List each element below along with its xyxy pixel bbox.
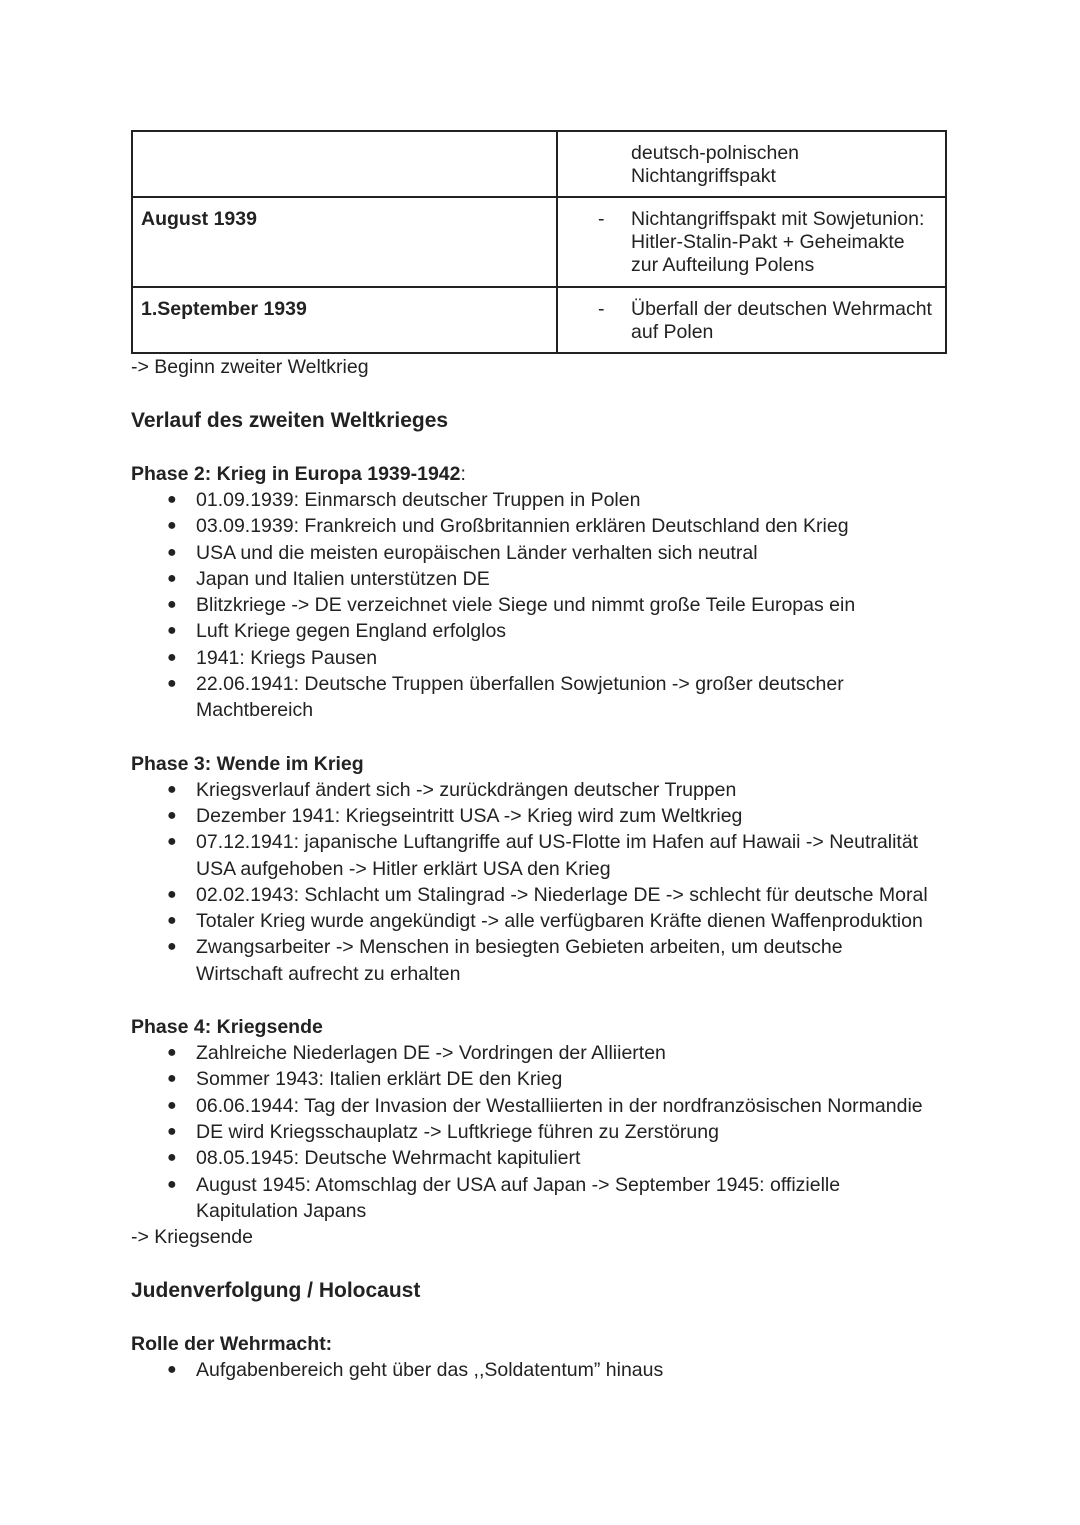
table-date-cell: August 1939 (132, 197, 557, 287)
bullet-icon: ● (167, 1361, 177, 1379)
table-desc-text: Überfall der deutschen Wehrmacht auf Polen (631, 298, 932, 343)
list-item (131, 1119, 947, 1145)
bullet-icon: ● (167, 1070, 177, 1088)
table-row (132, 197, 946, 287)
table-desc-text: Nichtangriffspakt mit Sowjetunion: Hitler-Stalin-Pakt + Geheimakte zur Aufteilung Polens (631, 208, 925, 276)
phase-2-heading (131, 461, 947, 487)
list-item (131, 1145, 947, 1171)
table-row (132, 131, 946, 197)
list-item-text: Aufgabenbereich geht über das ,,Soldatentum” hinaus (196, 1359, 664, 1382)
bullet-icon: ● (167, 1175, 177, 1193)
war-begin-note: -> Beginn zweiter Weltkrieg (131, 356, 369, 378)
list-item (131, 882, 947, 908)
list-item (131, 1172, 947, 1225)
list-item-text: Luft Kriege gegen England erfolglos (196, 620, 507, 643)
list-item (131, 592, 947, 618)
bullet-icon: ● (167, 1044, 177, 1062)
phase-4-list (131, 1040, 947, 1224)
list-item-text: DE wird Kriegsschauplatz -> Luftkriege führen zu Zerstörung (196, 1120, 719, 1143)
list-item-text: 01.09.1939: Einmarsch deutscher Truppen in Polen (196, 489, 641, 511)
phase-3-list (131, 777, 947, 987)
phase-2-list (131, 487, 947, 724)
list-item-text: August 1945: Atomschlag der USA auf Japan -> September 1945: offizielle Kapitulation Japans (196, 1173, 841, 1222)
bullet-icon: ● (167, 1122, 177, 1140)
list-item (131, 487, 947, 513)
bullet-icon: ● (167, 1096, 177, 1114)
wehrmacht-role-list (131, 1357, 947, 1383)
list-item (131, 1040, 947, 1066)
table-desc-text: deutsch-polnischen Nichtangriffspakt (631, 142, 800, 187)
list-item (131, 1093, 947, 1119)
timeline-table (131, 130, 947, 354)
dash-marker: - (598, 208, 605, 230)
list-item-text: 02.02.1943: Schlacht um Stalingrad -> Niederlage DE -> schlecht für deutsche Moral (196, 883, 928, 906)
list-item-text: Zwangsarbeiter -> Menschen in besiegten Gebieten arbeiten, um deutsche Wirtschaft aufrecht zu erhalten (196, 936, 843, 985)
list-item (131, 829, 947, 882)
table-date-cell: 1.September 1939 (132, 287, 557, 353)
list-item-text: 06.06.1944: Tag der Invasion der Westalliierten in der nordfranzösischen Normandie (196, 1094, 923, 1117)
list-item (131, 1066, 947, 1092)
list-item-text: 08.05.1945: Deutsche Wehrmacht kapituliert (196, 1147, 581, 1170)
list-item-text: Kriegsverlauf ändert sich -> zurückdrängen deutscher Truppen (196, 778, 737, 801)
list-item-text: Dezember 1941: Kriegseintritt USA -> Krieg wird zum Weltkrieg (196, 804, 743, 827)
list-item-text: 22.06.1941: Deutsche Truppen überfallen Sowjetunion -> großer deutscher Machtbereich (196, 673, 844, 722)
wehrmacht-role-title: Rolle der Wehrmacht: (131, 1333, 333, 1356)
list-item-text: Zahlreiche Niederlagen DE -> Vordringen der Alliierten (196, 1042, 666, 1065)
bullet-icon: ● (167, 1149, 177, 1167)
list-item-text: USA und die meisten europäischen Länder verhalten sich neutral (196, 541, 758, 564)
list-item (131, 540, 947, 566)
list-item-text: 07.12.1941: japanische Luftangriffe auf US-Flotte im Hafen auf Hawaii -> Neutralität USA aufgehoben -> Hitler erklärt USA den Krieg (196, 831, 919, 880)
list-item-text: 1941: Kriegs Pausen (196, 646, 378, 669)
phase-2-colon: : (460, 463, 466, 485)
list-item-text: 03.09.1939: Frankreich und Großbritannien erklären Deutschland den Krieg (196, 515, 849, 538)
section-title-holocaust: Judenverfolgung / Holocaust (131, 1279, 421, 1303)
list-item-text: Japan und Italien unterstützen DE (196, 567, 490, 590)
list-item (131, 803, 947, 829)
bullet-icon: ● (167, 912, 177, 930)
list-item-text: Blitzkriege -> DE verzeichnet viele Siege und nimmt große Teile Europas ein (196, 594, 856, 617)
bullet-icon: ● (167, 885, 177, 903)
bullet-icon: ● (167, 833, 177, 851)
war-end-note: -> Kriegsende (131, 1226, 253, 1249)
phase-2-title: Phase 2: Krieg in Europa 1939-1942 (131, 463, 461, 485)
dash-marker: - (598, 298, 605, 320)
list-item (131, 645, 947, 671)
bullet-icon: ● (167, 569, 177, 587)
section-title-war-course: Verlauf des zweiten Weltkrieges (131, 409, 449, 432)
bullet-icon: ● (167, 938, 177, 956)
bullet-icon: ● (167, 622, 177, 640)
bullet-icon: ● (167, 596, 177, 614)
bullet-icon: ● (167, 543, 177, 561)
bullet-icon: ● (167, 517, 177, 535)
bullet-icon: ● (167, 491, 177, 508)
list-item (131, 618, 947, 644)
list-item (131, 1357, 947, 1383)
list-item (131, 934, 947, 987)
table-desc-cell (557, 287, 946, 353)
table-row (132, 287, 946, 353)
bullet-icon: ● (167, 675, 177, 693)
list-item-text: Totaler Krieg wurde angekündigt -> alle verfügbaren Kräfte dienen Waffenproduktion (196, 910, 923, 933)
list-item-text: Sommer 1943: Italien erklärt DE den Krieg (196, 1068, 563, 1091)
list-item (131, 566, 947, 592)
bullet-icon: ● (167, 648, 177, 666)
phase-3-title: Phase 3: Wende im Krieg (131, 752, 364, 775)
table-desc-cell (557, 131, 946, 197)
phase-4-title: Phase 4: Kriegsende (131, 1016, 323, 1039)
list-item (131, 908, 947, 934)
table-date-cell (132, 131, 557, 197)
document-page (131, 130, 947, 1383)
table-desc-cell (557, 197, 946, 287)
bullet-icon: ● (167, 780, 177, 798)
list-item (131, 777, 947, 803)
list-item (131, 513, 947, 539)
bullet-icon: ● (167, 806, 177, 824)
list-item (131, 671, 947, 724)
